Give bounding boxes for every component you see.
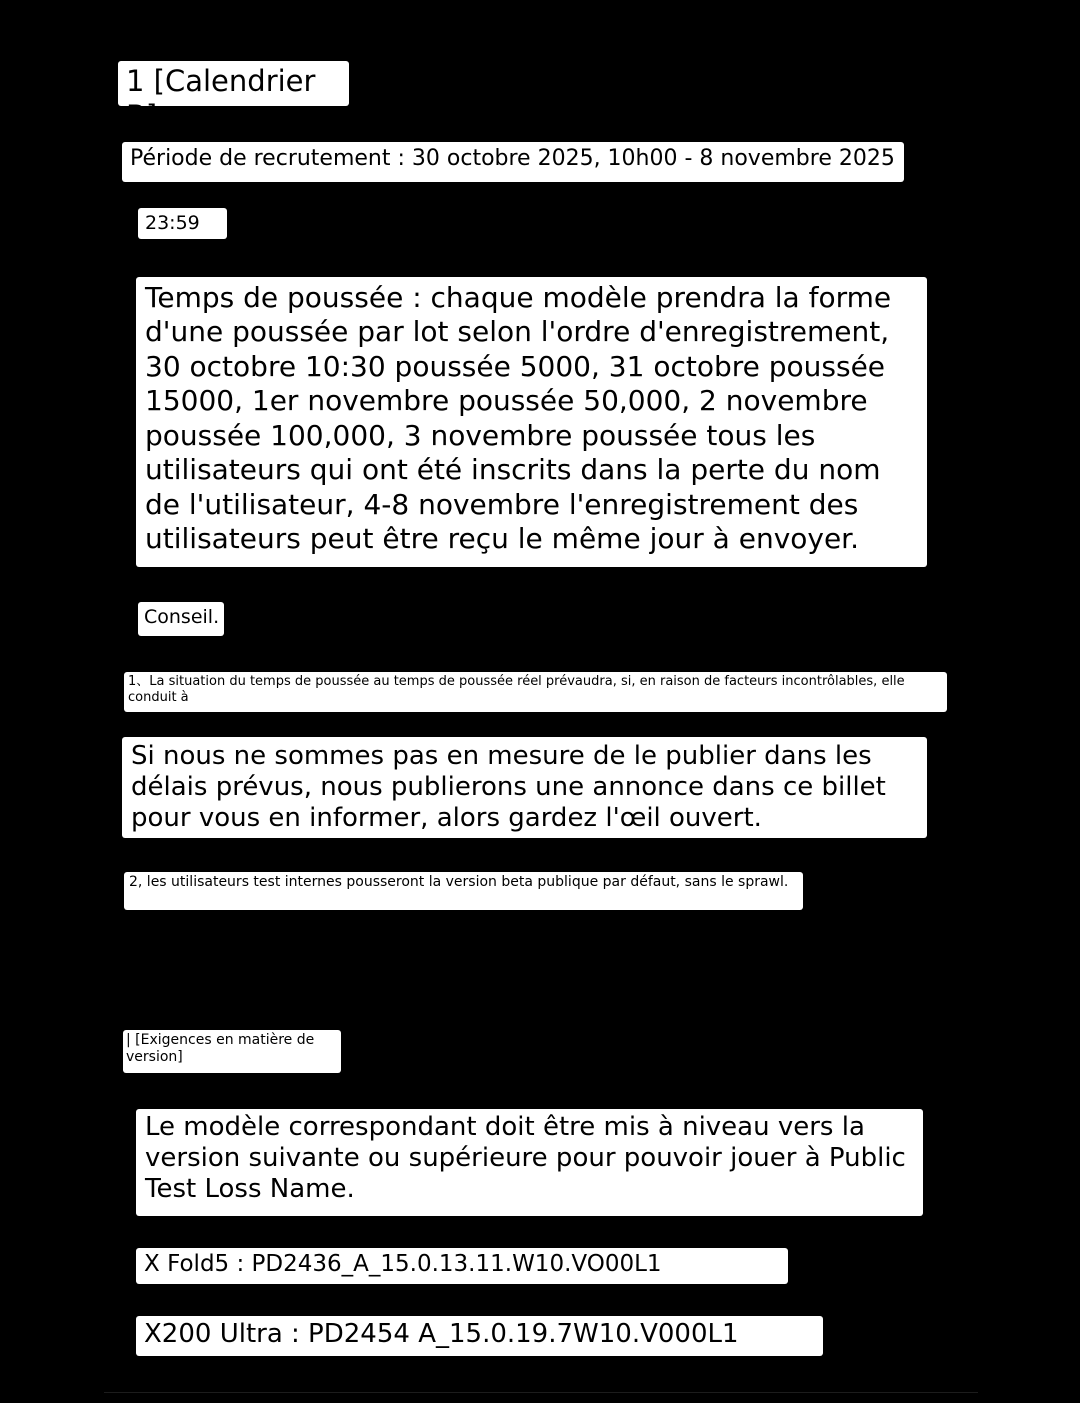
push-schedule-paragraph: Temps de poussée : chaque modèle prendra la forme d'une poussée par lot selon l'ordre d'enregistrement, 30 octobre 10:30 poussée 5000, 31 octobre poussée 15000, 1er novembre poussée 50,000, 2 novembre poussée 100,000, 3 novembre poussée tous les utilisateurs qui ont été inscrits dans la perte du nom de l'utilisateur, 4-8 novembre l'enregistrement des utilisateurs peut être reçu le même jour à envoyer. [136,277,927,567]
bottom-divider [104,1392,978,1393]
model-version-x200-ultra: X200 Ultra : PD2454 A_15.0.19.7W10.V000L1 [136,1316,823,1356]
model-version-x-fold5: X Fold5 : PD2436_A_15.0.13.11.W10.VO00L1 [136,1248,788,1284]
recruitment-period: Période de recrutement : 30 octobre 2025, 10h00 - 8 novembre 2025 [122,142,904,182]
section-title: 1 [Calendrier B] [118,61,349,106]
recruitment-end-time: 23:59 [138,208,227,239]
tip-1-continued: Si nous ne sommes pas en mesure de le publier dans les délais prévus, nous publierons une annonce dans ce billet pour vous en informer, alors gardez l'œil ouvert. [122,737,927,838]
version-requirements-description: Le modèle correspondant doit être mis à niveau vers la version suivante ou supérieure pour pouvoir jouer à Public Test Loss Name. [136,1109,923,1216]
tip-2: 2, les utilisateurs test internes pousseront la version beta publique par défaut, sans le sprawl. [124,872,803,910]
tip-1: 1、La situation du temps de poussée au temps de poussée réel prévaudra, si, en raison de facteurs incontrôlables, elle conduit à [124,672,947,712]
version-requirements-title: | [Exigences en matière de version] [123,1030,341,1073]
tips-heading: Conseil. [138,602,224,636]
